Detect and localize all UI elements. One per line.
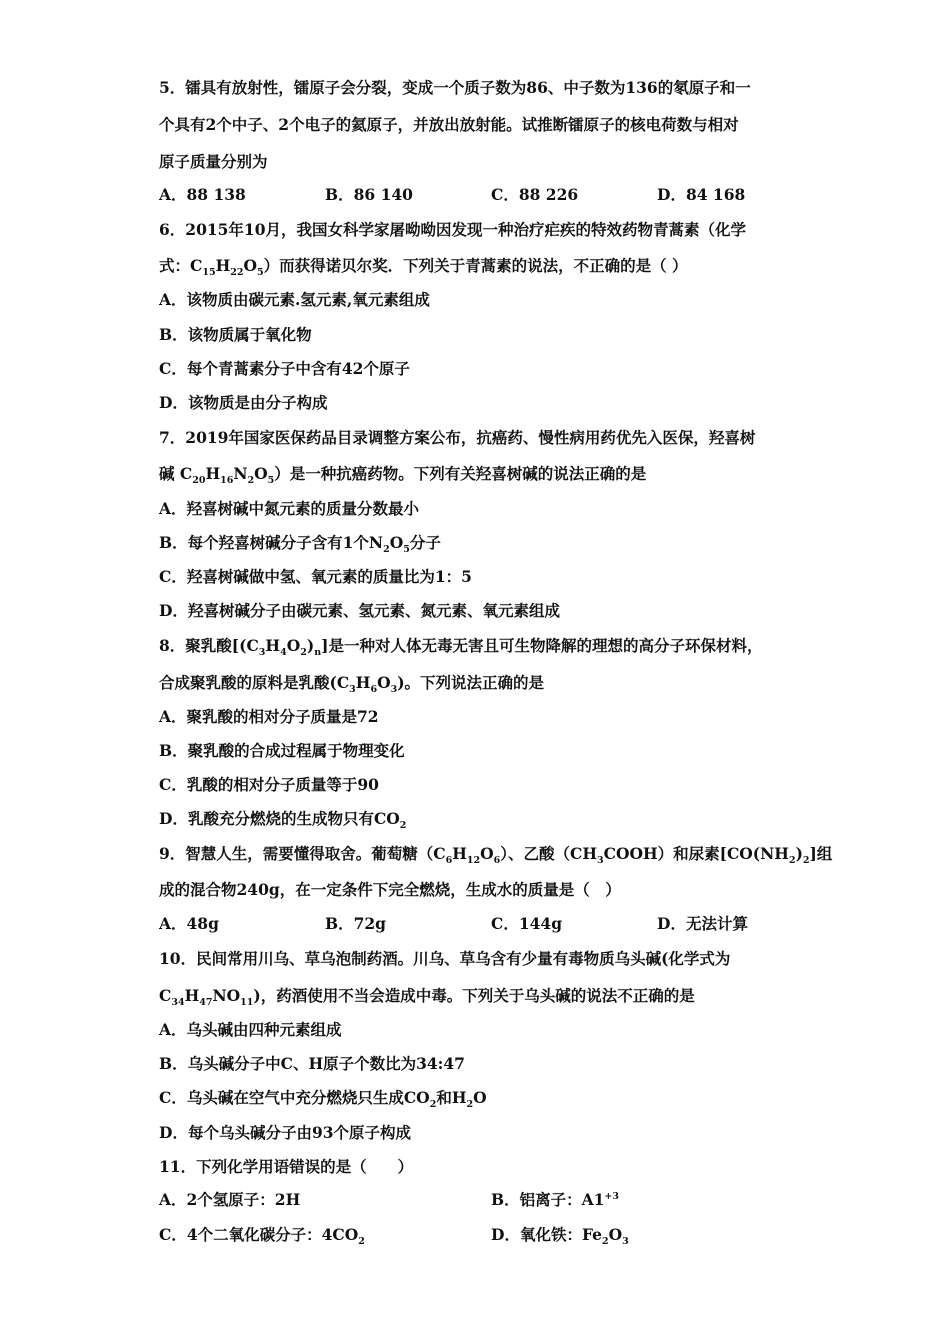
q5-stem-line1: 5．镭具有放射性，镭原子会分裂，变成一个质子数为86、中子数为136的氡原子和一 — [159, 78, 751, 97]
q7-option-d: D．羟喜树碱分子由碳元素、氢元素、氮元素、氧元素组成 — [159, 601, 560, 620]
q11-stem-line1: 11．下列化学用语错误的是（ ） — [159, 1157, 414, 1176]
q9-option-c: C．144g — [491, 914, 563, 933]
q5-option-a: A．88 138 — [159, 185, 246, 204]
q8-option-a: A．聚乳酸的相对分子质量是72 — [159, 707, 379, 726]
q11-option-c: C．4个二氧化碳分子：$4CO_2$ — [159, 1225, 365, 1248]
q7-option-c: C．羟喜树碱做中氢、氧元素的质量比为1：5 — [159, 567, 472, 586]
q8-option-b: B．聚乳酸的合成过程属于物理变化 — [159, 741, 405, 760]
q8-option-c: C．乳酸的相对分子质量等于90 — [159, 775, 379, 794]
q5-option-d: D．84 168 — [657, 185, 746, 204]
q9-stem-line1: 9．智慧人生，需要懂得取舍。葡萄糖$(C_6H_{12}O_6)$、乙酸$(CH_3COOH)$和尿素$[CO(NH_2)_2]$组 — [159, 844, 833, 867]
q11-option-d: D．氧化铁：$Fe_2O_3$ — [491, 1225, 629, 1248]
q9-stem-line2: 成的混合物240g，在一定条件下完全燃烧，生成水的质量是（ ） — [159, 880, 621, 899]
q8-option-d: D．乳酸充分燃烧的生成物只有$CO_2$ — [159, 809, 407, 832]
q6-option-a: A．该物质由碳元素.氢元素,氧元素组成 — [159, 290, 430, 309]
q10-option-a: A．乌头碱由四种元素组成 — [159, 1020, 342, 1039]
q11-option-b: B．铝离子：$A1^{+3}$ — [491, 1190, 619, 1209]
q11-option-a: A．2个氢原子：2H — [159, 1190, 301, 1209]
q5-option-b: B．86 140 — [325, 185, 413, 204]
q6-stem-line2: 式：$C_{15}H_{22}O_5$）而获得诺贝尔奖．下列关于青蒿素的说法，不正确的是（ ） — [159, 256, 688, 279]
q10-option-d: D．每个乌头碱分子由93个原子构成 — [159, 1123, 412, 1142]
q5-stem-line2: 个具有2个中子、2个电子的氦原子，并放出放射能。试推断镭原子的核电荷数与相对 — [159, 115, 739, 134]
q9-option-b: B．72g — [325, 914, 387, 933]
q6-option-c: C．每个青蒿素分子中含有42个原子 — [159, 359, 410, 378]
q6-option-d: D．该物质是由分子构成 — [159, 393, 328, 412]
q7-stem-line2: 碱 $C_{20}H_{16}N_2O_5$）是一种抗癌药物。下列有关羟喜树碱的说法正确的是 — [159, 464, 647, 487]
q10-option-c: C．乌头碱在空气中充分燃烧只生成$CO_2$和$H_2O$ — [159, 1088, 487, 1111]
q6-stem-line1: 6．2015年10月，我国女科学家屠呦呦因发现一种治疗疟疾的特效药物青蒿素（化学 — [159, 220, 746, 239]
q7-option-b: B．每个羟喜树碱分子含有1个$N_2O_5$分子 — [159, 533, 441, 556]
q10-stem-line2: $C_{34}H_{47}NO_{11}$)，药酒使用不当会造成中毒。下列关于乌头碱的说法不正确的是 — [159, 986, 695, 1009]
q8-stem-line1: 8．聚乳酸$[(C_3H_4O_2)_n]$是一种对人体无毒无害且可生物降解的理想的高分子环保材料， — [159, 636, 763, 659]
q5-stem-line3: 原子质量分别为 — [159, 152, 268, 171]
q9-option-a: A．48g — [159, 914, 219, 933]
q10-option-b: B．乌头碱分子中C、H原子个数比为34:47 — [159, 1054, 465, 1073]
q6-option-b: B．该物质属于氧化物 — [159, 325, 312, 344]
q7-stem-line1: 7．2019年国家医保药品目录调整方案公布，抗癌药、慢性病用药优先入医保，羟喜树 — [159, 428, 756, 447]
q5-option-c: C．88 226 — [491, 185, 579, 204]
q10-stem-line1: 10．民间常用川乌、草乌泡制药酒。川乌、草乌含有少量有毒物质乌头碱(化学式为 — [159, 949, 731, 968]
q9-option-d: D．无法计算 — [657, 914, 748, 933]
q7-option-a: A．羟喜树碱中氮元素的质量分数最小 — [159, 499, 420, 518]
q8-stem-line2: 合成聚乳酸的原料是乳酸$(C_3H_6O_3)$。下列说法正确的是 — [159, 673, 545, 696]
